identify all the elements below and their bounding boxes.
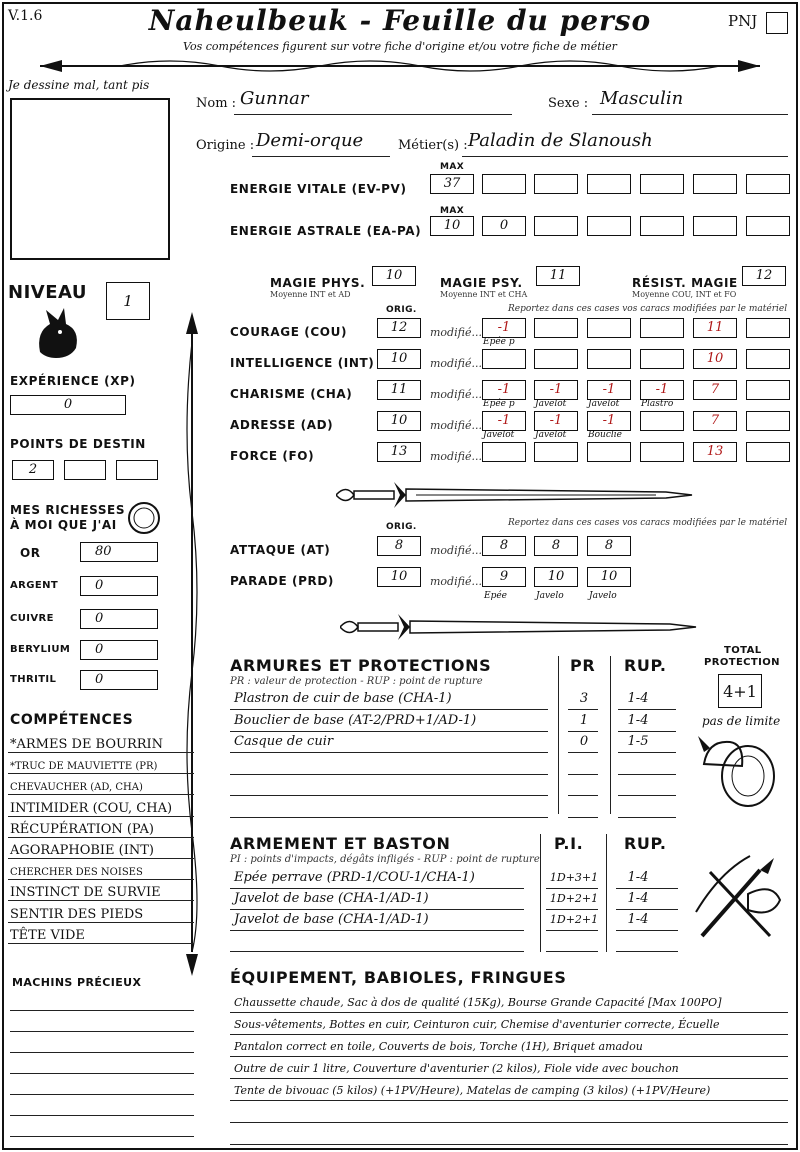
combat-cell[interactable] — [482, 567, 526, 587]
precious-line — [10, 1073, 194, 1074]
modifie-label: modifié... — [430, 357, 482, 370]
equipment-line-text[interactable]: Chaussette chaude, Sac à dos de qualité (15Kg), Bourse Grande Capacité [Max 100PO] — [234, 996, 722, 1009]
resist-magie-note: Moyenne COU, INT et FO — [632, 290, 737, 299]
armor-rup[interactable]: 1-5 — [627, 734, 649, 749]
modifie-label: modifié... — [430, 450, 482, 463]
precious-line — [10, 1136, 194, 1137]
version-label: V.1.6 — [8, 8, 43, 24]
total-label-2: PROTECTION — [704, 657, 780, 668]
wealth-value: 80 — [95, 544, 112, 559]
stat-cell-value: -1 — [497, 320, 511, 335]
sword-ornament-bottom — [340, 610, 700, 644]
skill-line — [8, 816, 194, 817]
stat-orig-box[interactable] — [377, 442, 421, 462]
combat-cell-value: 10 — [547, 569, 565, 584]
stat-cell[interactable] — [587, 349, 631, 369]
wealth-label: CUIVRE — [10, 613, 54, 624]
stat-cell[interactable] — [482, 380, 526, 400]
armor-name[interactable]: Casque de cuir — [234, 734, 334, 749]
weapons-note: PI : points d'impacts, dégâts infligés - RUP : point de rupture — [230, 854, 540, 865]
stat-cell[interactable] — [482, 318, 526, 338]
stat-cell[interactable] — [534, 318, 578, 338]
magie-phys-label: MAGIE PHYS. — [270, 276, 366, 290]
stat-cell[interactable] — [693, 442, 737, 462]
ev-cell[interactable] — [587, 174, 631, 194]
weapons-icon — [690, 852, 786, 948]
stat-orig-box[interactable] — [377, 380, 421, 400]
stat-source-note: Bouclie — [588, 430, 622, 440]
coin-icon — [126, 500, 162, 536]
wealth-value: 0 — [95, 672, 104, 687]
armor-line — [230, 752, 548, 753]
skill-item: INTIMIDER (COU, CHA) — [10, 800, 173, 816]
skill-item: INSTINCT DE SURVIE — [10, 885, 161, 901]
wealth-label: BERYLIUM — [10, 644, 71, 655]
combat-source-note: Javelo — [589, 591, 617, 601]
armor-line — [230, 795, 548, 796]
stat-orig-value: 11 — [390, 382, 408, 397]
stat-label: ADRESSE (AD) — [230, 418, 334, 432]
modifie-label: modifié... — [430, 419, 482, 432]
page-subtitle: Vos compétences figurent sur votre fiche d'origine et/ou votre fiche de métier — [183, 40, 617, 53]
stat-orig-value: 10 — [390, 351, 408, 366]
skill-item: RÉCUPÉRATION (PA) — [10, 821, 154, 837]
armor-pr-line — [568, 795, 598, 796]
portrait-box[interactable] — [10, 98, 170, 260]
stat-source-note: Epée p — [483, 337, 515, 347]
stat-label: COURAGE (COU) — [230, 325, 348, 339]
stat-cell[interactable] — [746, 318, 790, 338]
spear-ornament — [0, 54, 800, 78]
combat-orig-value: 8 — [394, 538, 404, 553]
stats-orig-label: ORIG. — [386, 305, 417, 315]
armor-line — [230, 731, 548, 732]
armor-col-rup: RUP. — [624, 656, 667, 675]
stat-source-note: Javelot — [588, 399, 620, 409]
combat-label: ATTAQUE (AT) — [230, 543, 331, 557]
combat-orig-box[interactable] — [377, 567, 421, 587]
weapons-col-rup: RUP. — [624, 834, 667, 853]
stat-cell[interactable] — [693, 318, 737, 338]
precious-title: MACHINS PRÉCIEUX — [12, 976, 142, 989]
weapon-pi[interactable]: 1D+3+1 — [549, 871, 599, 884]
stat-orig-box[interactable] — [377, 411, 421, 431]
skill-item: CHEVAUCHER (AD, CHA) — [10, 782, 143, 794]
ea-cell[interactable] — [534, 216, 578, 236]
stat-cell[interactable] — [640, 318, 684, 338]
stat-orig-box[interactable] — [377, 318, 421, 338]
skill-line — [8, 794, 194, 795]
ev-max-label: MAX — [440, 162, 465, 172]
stat-cell[interactable] — [640, 411, 684, 431]
weapon-rup[interactable]: 1-4 — [627, 870, 649, 885]
resist-magie-label: RÉSIST. MAGIE — [632, 276, 738, 290]
skill-line — [8, 773, 194, 774]
stat-orig-value: 10 — [390, 413, 408, 428]
armor-pr[interactable]: 3 — [579, 691, 589, 706]
stat-cell[interactable] — [587, 380, 631, 400]
armor-pr-line — [568, 731, 598, 732]
stat-orig-value: 12 — [390, 320, 408, 335]
combat-cell[interactable] — [587, 567, 631, 587]
weapon-pi[interactable]: 1D+2+1 — [549, 913, 599, 926]
niveau-box[interactable]: 1 — [106, 282, 150, 320]
skills-title: COMPÉTENCES — [10, 712, 134, 728]
combat-cell-value: 8 — [551, 538, 561, 553]
stat-cell-value: -1 — [655, 382, 669, 397]
xp-box[interactable]: 0 — [10, 395, 126, 415]
sexe-value[interactable]: Masculin — [600, 88, 684, 109]
stat-label: FORCE (FO) — [230, 449, 315, 463]
stat-cell-value: 7 — [710, 413, 720, 428]
destin-box-2[interactable] — [64, 460, 106, 480]
precious-line — [10, 1052, 194, 1053]
stat-cell[interactable] — [640, 349, 684, 369]
equipment-title: ÉQUIPEMENT, BABIOLES, FRINGUES — [230, 968, 567, 987]
armor-name[interactable]: Bouclier de base (AT-2/PRD+1/AD-1) — [234, 712, 477, 728]
ea-cell[interactable] — [693, 216, 737, 236]
skill-line — [8, 752, 194, 753]
wealth-box[interactable] — [80, 576, 158, 596]
ea-current-box[interactable]: 0 — [482, 216, 526, 236]
skill-line — [8, 943, 194, 944]
metier-label: Métier(s) : — [398, 138, 468, 153]
combat-cell-value: 8 — [499, 538, 509, 553]
weapon-rup-line — [616, 930, 678, 931]
combat-cell[interactable] — [534, 567, 578, 587]
equipment-line-text[interactable]: Tente de bivouac (5 kilos) (+1PV/Heure), Matelas de camping (3 kilos) (+1PV/Heure) — [234, 1084, 711, 1097]
precious-line — [10, 1031, 194, 1032]
combat-cell-value: 8 — [604, 538, 614, 553]
wealth-label: OR — [20, 546, 41, 560]
stat-source-note: Epée p — [483, 399, 515, 409]
magie-psy-box[interactable]: 11 — [536, 266, 580, 286]
stat-source-note: Javelot — [535, 430, 567, 440]
stat-cell[interactable] — [693, 411, 737, 431]
portrait-caption: Je dessine mal, tant pis — [8, 78, 150, 92]
modifie-label: modifié... — [430, 544, 482, 557]
armor-rup-line — [618, 731, 676, 732]
stat-cell[interactable] — [482, 349, 526, 369]
armor-pr-line — [568, 709, 598, 710]
stat-orig-value: 13 — [390, 444, 408, 459]
armor-name[interactable]: Plastron de cuir de base (CHA-1) — [234, 691, 452, 706]
skill-item: CHERCHER DES NOISES — [10, 867, 143, 879]
stat-source-note: Javelot — [483, 430, 515, 440]
limit-text: pas de limite — [702, 714, 781, 728]
destin-label: POINTS DE DESTIN — [10, 437, 146, 451]
stat-cell-value: 11 — [706, 320, 724, 335]
equipment-line-text[interactable]: Outre de cuir 1 litre, Couverture d'aventurier (2 kilos), Fiole vide avec bouchon — [234, 1062, 679, 1075]
armor-pr-line — [568, 817, 598, 818]
ea-max-box[interactable]: 10 — [430, 216, 474, 236]
total-label-1: TOTAL — [724, 645, 762, 656]
equipment-line — [230, 1122, 788, 1123]
stats-note: Reportez dans ces cases vos caracs modifiées par le matériel — [508, 304, 788, 314]
ea-max-label: MAX — [440, 206, 465, 216]
stat-cell[interactable] — [534, 442, 578, 462]
sexe-label: Sexe : — [548, 96, 589, 111]
skill-line — [8, 900, 194, 901]
wealth-box[interactable] — [80, 670, 158, 690]
combat-orig-box[interactable] — [377, 536, 421, 556]
weapon-line — [230, 930, 524, 931]
origine-value[interactable]: Demi-orque — [256, 130, 364, 151]
weapon-pi-line — [546, 930, 598, 931]
weapon-rup-line — [616, 909, 678, 910]
wealth-title-1: MES RICHESSES — [10, 503, 126, 517]
wealth-value: 0 — [95, 642, 104, 657]
modifie-label: modifié... — [430, 326, 482, 339]
page-title: Naheulbeuk - Feuille du perso — [148, 4, 652, 37]
skill-line — [8, 922, 194, 923]
ev-cell[interactable] — [640, 174, 684, 194]
skill-item: SENTIR DES PIEDS — [10, 906, 144, 922]
stat-cell[interactable] — [746, 349, 790, 369]
weapon-line — [230, 909, 524, 910]
stat-label: INTELLIGENCE (INT) — [230, 356, 375, 370]
combat-cell-value: 9 — [499, 569, 509, 584]
combat-source-note: Epée — [484, 591, 507, 601]
combat-cell[interactable] — [587, 536, 631, 556]
precious-line — [10, 1094, 194, 1095]
ea-cell[interactable] — [746, 216, 790, 236]
ea-cell[interactable] — [587, 216, 631, 236]
armor-rup[interactable]: 1-4 — [627, 712, 649, 728]
armor-rup[interactable]: 1-4 — [627, 691, 649, 706]
dragon-icon — [30, 302, 84, 362]
stat-cell[interactable] — [746, 380, 790, 400]
stat-source-note: Plastro — [641, 399, 674, 409]
weapon-name[interactable]: Javelot de base (CHA-1/AD-1) — [234, 912, 429, 927]
equipment-line-text[interactable]: Pantalon correct en toile, Couverts de bois, Torche (1H), Briquet amadou — [234, 1040, 643, 1053]
weapon-line — [230, 888, 524, 889]
weapon-rup-line — [616, 951, 678, 952]
magie-psy-label: MAGIE PSY. — [440, 276, 523, 290]
wealth-label: THRITIL — [10, 674, 57, 685]
metier-value[interactable]: Paladin de Slanoush — [468, 130, 653, 151]
equipment-line-text[interactable]: Sous-vêtements, Bottes en cuir, Ceinturon cuir, Chemise d'aventurier correcte, Écuelle — [234, 1018, 720, 1031]
resist-magie-box[interactable]: 12 — [742, 266, 786, 286]
stat-cell-value: -1 — [497, 413, 511, 428]
ev-cell[interactable] — [693, 174, 737, 194]
armor-pr[interactable]: 0 — [579, 734, 589, 749]
stat-cell[interactable] — [693, 349, 737, 369]
weapons-title: ARMEMENT ET BASTON — [230, 834, 451, 853]
ev-cell[interactable] — [746, 174, 790, 194]
skill-item: *TRUC DE MAUVIETTE (PR) — [10, 761, 158, 773]
combat-note: Reportez dans ces cases vos caracs modifiées par le matériel — [508, 518, 788, 528]
armor-note: PR : valeur de protection - RUP : point de rupture — [230, 676, 483, 687]
equipment-line — [230, 1100, 788, 1101]
wealth-box[interactable] — [80, 609, 158, 629]
stat-cell-value: 10 — [706, 351, 724, 366]
magie-phys-box[interactable]: 10 — [372, 266, 416, 286]
vertical-spear-ornament — [180, 312, 204, 976]
sword-ornament-top — [336, 478, 696, 512]
weapon-pi-line — [546, 888, 598, 889]
total-protection-box[interactable]: 4+1 — [718, 674, 762, 708]
weapon-line — [230, 951, 524, 952]
nom-value[interactable]: Gunnar — [240, 88, 309, 109]
stat-cell[interactable] — [534, 380, 578, 400]
combat-cell[interactable] — [482, 536, 526, 556]
weapon-rup[interactable]: 1-4 — [627, 912, 649, 927]
origine-label: Origine : — [196, 138, 255, 153]
stat-cell-value: -1 — [549, 382, 563, 397]
stat-source-note: Javelot — [535, 399, 567, 409]
combat-orig-label: ORIG. — [386, 522, 417, 532]
skill-line — [8, 837, 194, 838]
wealth-box[interactable] — [80, 542, 158, 562]
stat-cell[interactable] — [640, 442, 684, 462]
stat-cell[interactable] — [534, 349, 578, 369]
armor-line — [230, 774, 548, 775]
stat-cell[interactable] — [482, 442, 526, 462]
weapon-name[interactable]: Epée perrave (PRD-1/COU-1/CHA-1) — [234, 870, 475, 885]
stat-orig-box[interactable] — [377, 349, 421, 369]
armor-title: ARMURES ET PROTECTIONS — [230, 656, 492, 675]
wealth-value: 0 — [95, 611, 104, 626]
armor-pr-line — [568, 774, 598, 775]
stat-cell-value: -1 — [602, 382, 616, 397]
ev-label: ENERGIE VITALE (EV-PV) — [230, 182, 407, 196]
wealth-label: ARGENT — [10, 580, 59, 591]
weapon-rup-line — [616, 888, 678, 889]
combat-orig-value: 10 — [390, 569, 408, 584]
ea-label: ENERGIE ASTRALE (EA-PA) — [230, 224, 422, 238]
armor-col-pr: PR — [570, 656, 596, 675]
equipment-line — [230, 1078, 788, 1079]
armor-rup-line — [618, 752, 676, 753]
armor-rup-line — [618, 709, 676, 710]
weapon-pi-line — [546, 951, 598, 952]
helmet-shield-icon — [698, 730, 778, 810]
equipment-line — [230, 1012, 788, 1013]
combat-cell-value: 10 — [600, 569, 618, 584]
ea-cell[interactable] — [640, 216, 684, 236]
ev-max-box[interactable]: 37 — [430, 174, 474, 194]
stat-cell-value: 7 — [710, 382, 720, 397]
magie-psy-note: Moyenne INT et CHA — [440, 290, 528, 299]
pnj-label: PNJ — [728, 12, 758, 30]
skill-item: *ARMES DE BOURRIN — [10, 737, 164, 752]
precious-line — [10, 1010, 194, 1011]
combat-source-note: Javelo — [536, 591, 564, 601]
armor-rup-line — [618, 774, 676, 775]
armor-pr[interactable]: 1 — [579, 712, 589, 728]
stat-cell[interactable] — [482, 411, 526, 431]
stat-cell-value: 13 — [706, 444, 724, 459]
nom-label: Nom : — [196, 96, 237, 111]
stat-cell[interactable] — [693, 380, 737, 400]
armor-rup-line — [618, 795, 676, 796]
weapon-rup[interactable]: 1-4 — [627, 891, 649, 906]
stat-cell-value: -1 — [549, 413, 563, 428]
combat-label: PARADE (PRD) — [230, 574, 335, 588]
precious-line — [10, 1115, 194, 1116]
armor-line — [230, 709, 548, 710]
skill-line — [8, 858, 194, 859]
weapon-pi-line — [546, 909, 598, 910]
wealth-title-2: À MOI QUE J'AI — [10, 518, 117, 532]
stat-cell[interactable] — [587, 318, 631, 338]
stat-cell[interactable] — [746, 411, 790, 431]
wealth-value: 0 — [95, 578, 104, 593]
armor-line — [230, 817, 548, 818]
stat-cell-value: -1 — [602, 413, 616, 428]
stat-cell[interactable] — [587, 442, 631, 462]
stat-label: CHARISME (CHA) — [230, 387, 353, 401]
weapons-col-pi: P.I. — [554, 834, 584, 853]
skill-item: AGORAPHOBIE (INT) — [10, 843, 154, 858]
armor-rup-line — [618, 817, 676, 818]
modifie-label: modifié... — [430, 575, 482, 588]
skill-line — [8, 879, 194, 880]
weapon-name[interactable]: Javelot de base (CHA-1/AD-1) — [234, 891, 429, 906]
weapon-pi[interactable]: 1D+2+1 — [549, 892, 599, 905]
ev-cell[interactable] — [534, 174, 578, 194]
niveau-label: NIVEAU — [8, 282, 87, 303]
pnj-checkbox[interactable] — [766, 12, 788, 34]
magie-phys-note: Moyenne INT et AD — [270, 290, 351, 299]
xp-label: EXPÉRIENCE (XP) — [10, 374, 136, 388]
ev-cell[interactable] — [482, 174, 526, 194]
combat-cell[interactable] — [534, 536, 578, 556]
armor-pr-line — [568, 752, 598, 753]
stat-cell[interactable] — [640, 380, 684, 400]
destin-box-3[interactable] — [116, 460, 158, 480]
equipment-line — [230, 1144, 788, 1145]
stat-cell-value: -1 — [497, 382, 511, 397]
modifie-label: modifié... — [430, 388, 482, 401]
stat-cell[interactable] — [534, 411, 578, 431]
stat-cell[interactable] — [587, 411, 631, 431]
stat-cell[interactable] — [746, 442, 790, 462]
wealth-box[interactable] — [80, 640, 158, 660]
destin-box-1[interactable]: 2 — [12, 460, 54, 480]
equipment-line — [230, 1034, 788, 1035]
skill-item: TÊTE VIDE — [10, 927, 85, 943]
equipment-line — [230, 1056, 788, 1057]
